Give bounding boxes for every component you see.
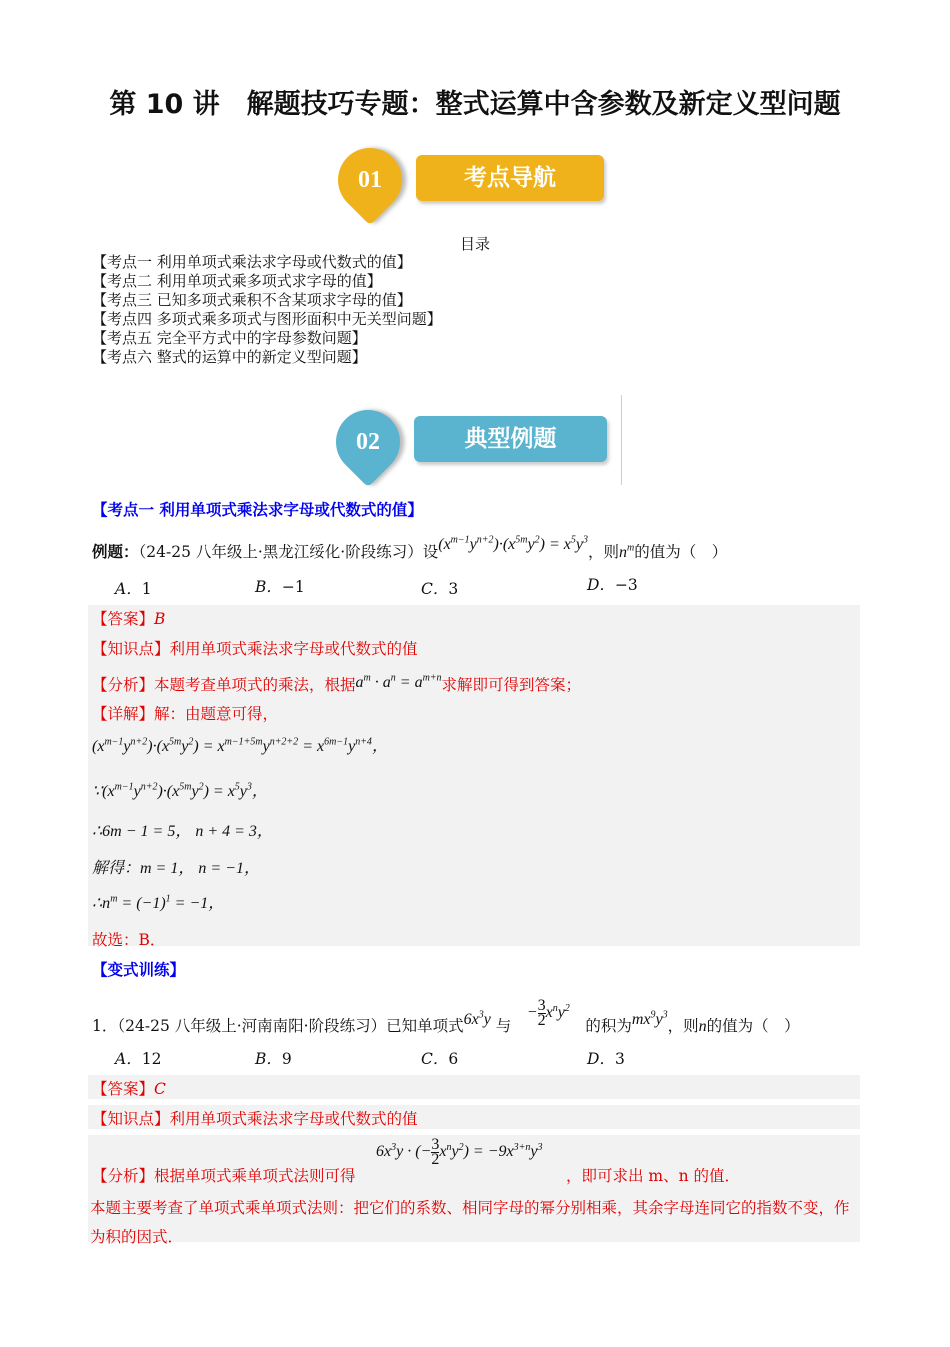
question-text: ，则 [587,543,619,561]
badge-number: 02 [356,429,380,455]
knowledge-point: 【知识点】利用单项式乘法求字母或代数式的值 [92,1110,418,1128]
toc-item[interactable]: 【考点四 多项式乘多项式与图形面积中无关型问题】 [92,310,442,328]
page-title: 第 10 讲 解题技巧专题：整式运算中含参数及新定义型问题 [109,89,841,120]
math-formula: $n^m$ [618,542,635,561]
solution-step: $\therefore n^m = (-1)^1 = -1$， [92,893,225,912]
choose: 故选：B． [92,931,166,949]
analysis-note: 本题主要考查了单项式乘单项式法则：把它们的系数、相同字母的幂分别相乘，其余字母连同它的指数不变，作为积的因式． [90,1199,850,1246]
divider [621,395,622,485]
option-d: D．−3 [587,576,638,594]
badge-02-label: 典型例题 [414,416,607,462]
option-b: B．9 [255,1050,292,1068]
toc-item[interactable]: 【考点二 利用单项式乘多项式求字母的值】 [92,272,382,290]
toc-heading: 目录 [459,235,490,253]
solution-step: 解得：m = 1， n = −1， [92,860,260,877]
answer: 【答案】B [92,610,166,628]
detail: 【详解】解：由题意可得， [92,705,279,723]
section-heading: 【考点一 利用单项式乘法求字母或代数式的值】 [92,500,423,519]
toc-item[interactable]: 【考点三 已知多项式乘积不含某项求字母的值】 [92,291,412,309]
analysis-tail: ，即可求出 m、n 的值． [566,1167,741,1185]
question-text: 的值为（ ） [634,543,728,561]
option-c: C．3 [421,580,459,598]
analysis: 【分析】本题考查单项式的乘法，根据$a^m \cdot a^n = a^{m+n}$求解即可得到答案； [92,672,582,694]
badge-01-circle [325,135,416,226]
example-question [92,534,728,562]
badge-number: 01 [358,167,382,193]
solution-step: $\because(x^{m-1}y^{n+2})\cdot(x^{5m}y^2) = x^5y^3$， [92,781,268,800]
option-a: A．1 [115,580,152,598]
answer: 【答案】C [92,1080,166,1098]
option-c: C．6 [421,1050,459,1068]
toc-item[interactable]: 【考点五 完全平方式中的字母参数问题】 [92,329,367,347]
variant-heading: 【变式训练】 [92,960,186,979]
option-a: A．12 [115,1050,162,1068]
badge-01-label: 考点导航 [416,155,604,201]
knowledge-point: 【知识点】利用单项式乘法求字母或代数式的值 [92,640,418,658]
analysis: 【分析】根据单项式乘单项式法则可得 [92,1167,356,1185]
example-label: 例题： [92,542,139,561]
question-1: 1．（24-25 八年级上·河南南阳·阶段练习）已知单项式$6x^3y$ 与 − $\frac{3}{2}$ $x^ny^2$ 的积为$mx^9y^3$，则n的值为（ ） [92,997,800,1036]
toc-item[interactable]: 【考点六 整式的运算中的新定义型问题】 [92,348,367,366]
toc-item[interactable]: 【考点一 利用单项式乘法求字母或代数式的值】 [92,253,412,271]
math-formula: $(x^{m-1}y^{n+2})\cdot(x^{5m}y^2) = x^5y^3$ [438,534,588,553]
solution-step: ∴6m − 1 = 5， n + 4 = 3， [92,823,273,840]
solution-step: $(x^{m-1}y^{n+2})\cdot(x^{5m}y^2) = x^{m-1+5m}y^{n+2+2} = x^{6m-1}y^{n+4}$， [92,736,388,755]
badge-02-circle [323,397,414,488]
answer-box [88,1075,860,1099]
option-b: B．−1 [255,578,305,596]
math-formula: $6x^3y$ · (− $\frac{3}{2}$ $x^ny^2) = -9x^{3+n}y^3$ [376,1136,543,1168]
question-text: （24-25 八年级上·黑龙江绥化·阶段练习）设 [138,543,439,561]
option-d: D．3 [587,1050,625,1068]
